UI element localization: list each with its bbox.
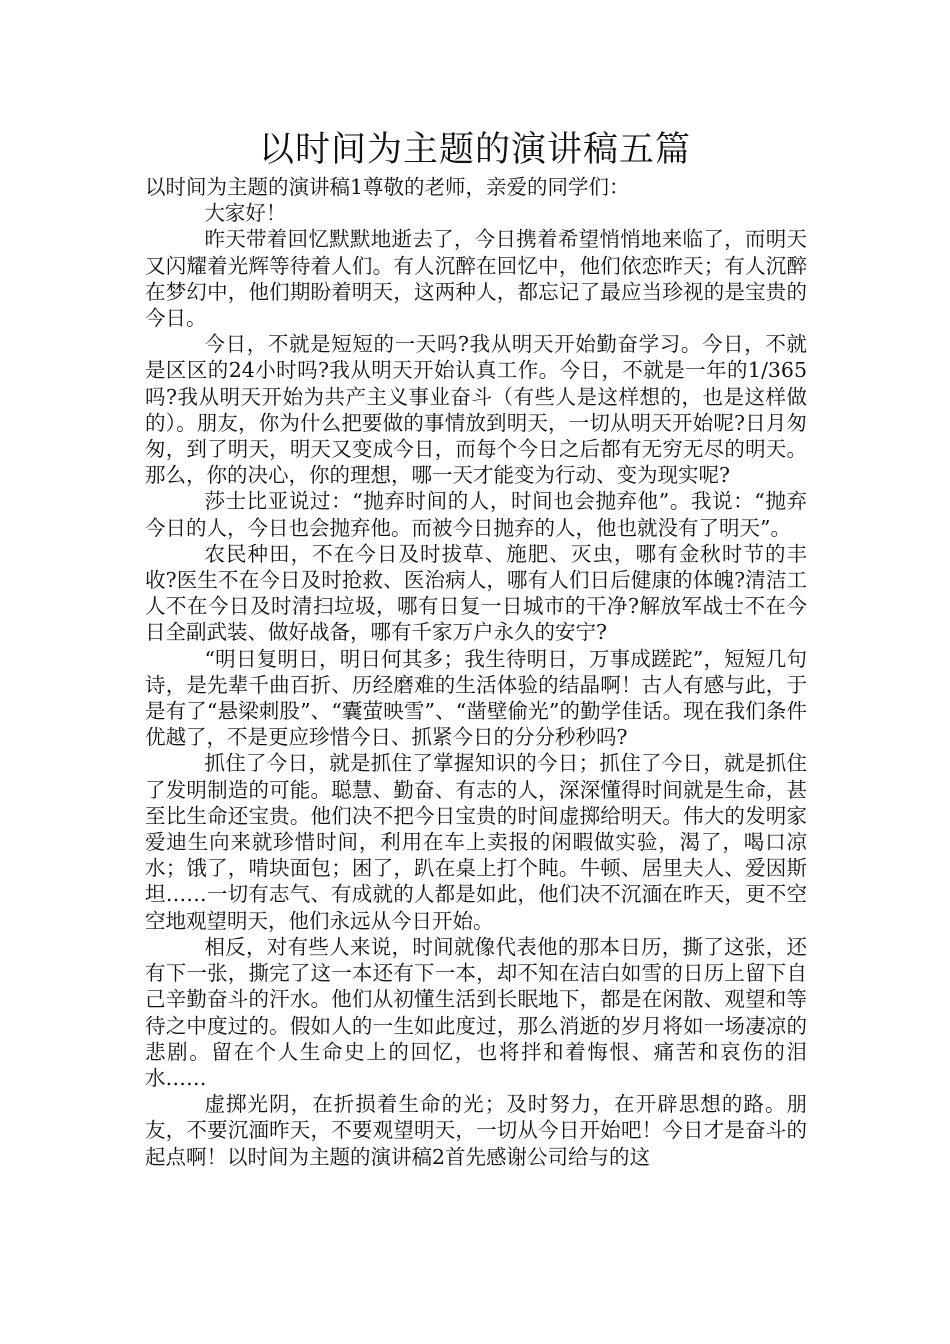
paragraph: 农民种田，不在今日及时拔草、施肥、灭虫，哪有金秋时节的丰收?医生不在今日及时抢救、医治病人，哪有人们日后健康的体魄?清洁工人不在今日及时清扫垃圾，哪有日复一日城市的干净?解放军战士不在今日全副武装、做好战备，哪有千家万户永久的安宁? <box>145 541 807 645</box>
paragraph-greeting: 以时间为主题的演讲稿1尊敬的老师，亲爱的同学们： <box>145 175 630 199</box>
paragraph: “明日复明日，明日何其多；我生待明日，万事成蹉跎”，短短几句诗，是先辈千曲百折、历经磨难的生活体验的结晶啊！古人有感与此，于是有了“悬梁刺股”、“囊萤映雪”、“凿壁偷光”的勤学佳话。现在我们条件优越了，不是更应珍惜今日、抓紧今日的分分秒秒吗? <box>145 646 807 750</box>
paragraph-hello: 大家好！ <box>204 201 287 226</box>
paragraph: 昨天带着回忆默默地逝去了，今日携着希望悄悄地来临了，而明天又闪耀着光辉等待着人们。有人沉醉在回忆中，他们依恋昨天；有人沉醉在梦幻中，他们期盼着明天，这两种人，都忘记了最应当珍视的是宝贵的今日。 <box>145 227 807 331</box>
paragraph: 莎士比亚说过：“抛弃时间的人，时间也会抛弃他”。我说：“抛弃今日的人，今日也会抛弃他。而被今日抛弃的人，他也就没有了明天”。 <box>145 489 807 540</box>
paragraph: 今日，不就是短短的一天吗?我从明天开始勤奋学习。今日，不就是区区的24小时吗?我从明天开始认真工作。今日，不就是一年的1/365吗?我从明天开始为共产主义事业奋斗（有些人是这样想的，也是这样做的）。朋友，你为什么把要做的事情放到明天，一切从明天开始呢?日月匆匆，到了明天，明天又变成今日，而每个今日之后都有无穷无尽的明天。那么，你的决心，你的理想，哪一天才能变为行动、变为现实呢? <box>145 332 807 488</box>
document-title: 以时间为主题的演讲稿五篇 <box>258 130 691 170</box>
paragraph: 虚掷光阴，在折损着生命的光；及时努力，在开辟思想的路。朋友，不要沉湎昨天，不要观望明天，一切从今日开始吧！今日才是奋斗的起点啊！以时间为主题的演讲稿2首先感谢公司给与的这 <box>145 1092 807 1169</box>
paragraph: 抓住了今日，就是抓住了掌握知识的今日；抓住了今日，就是抓住了发明制造的可能。聪慧、勤奋、有志的人，深深懂得时间就是生命，甚至比生命还宝贵。他们决不把今日宝贵的时间虚掷给明天。伟大的发明家爱迪生向来就珍惜时间，利用在车上卖报的闲暇做实验，渴了，喝口凉水；饿了，啃块面包；困了，趴在桌上打个盹。牛顿、居里夫人、爱因斯坦……一切有志气、有成就的人都是如此，他们决不沉湎在昨天，更不空空地观望明天，他们永远从今日开始。 <box>145 751 807 933</box>
paragraph: 相反，对有些人来说，时间就像代表他的那本日历，撕了这张，还有下一张，撕完了这一本还有下一本，却不知在洁白如雪的日历上留下自己辛勤奋斗的汗水。他们从初懂生活到长眠地下，都是在闲散、观望和等待之中度过的。假如人的一生如此度过，那么消逝的岁月将如一场凄凉的悲剧。留在个人生命史上的回忆，也将拌和着悔恨、痛苦和哀伤的泪水…… <box>145 934 807 1090</box>
document-body <box>145 174 807 1170</box>
